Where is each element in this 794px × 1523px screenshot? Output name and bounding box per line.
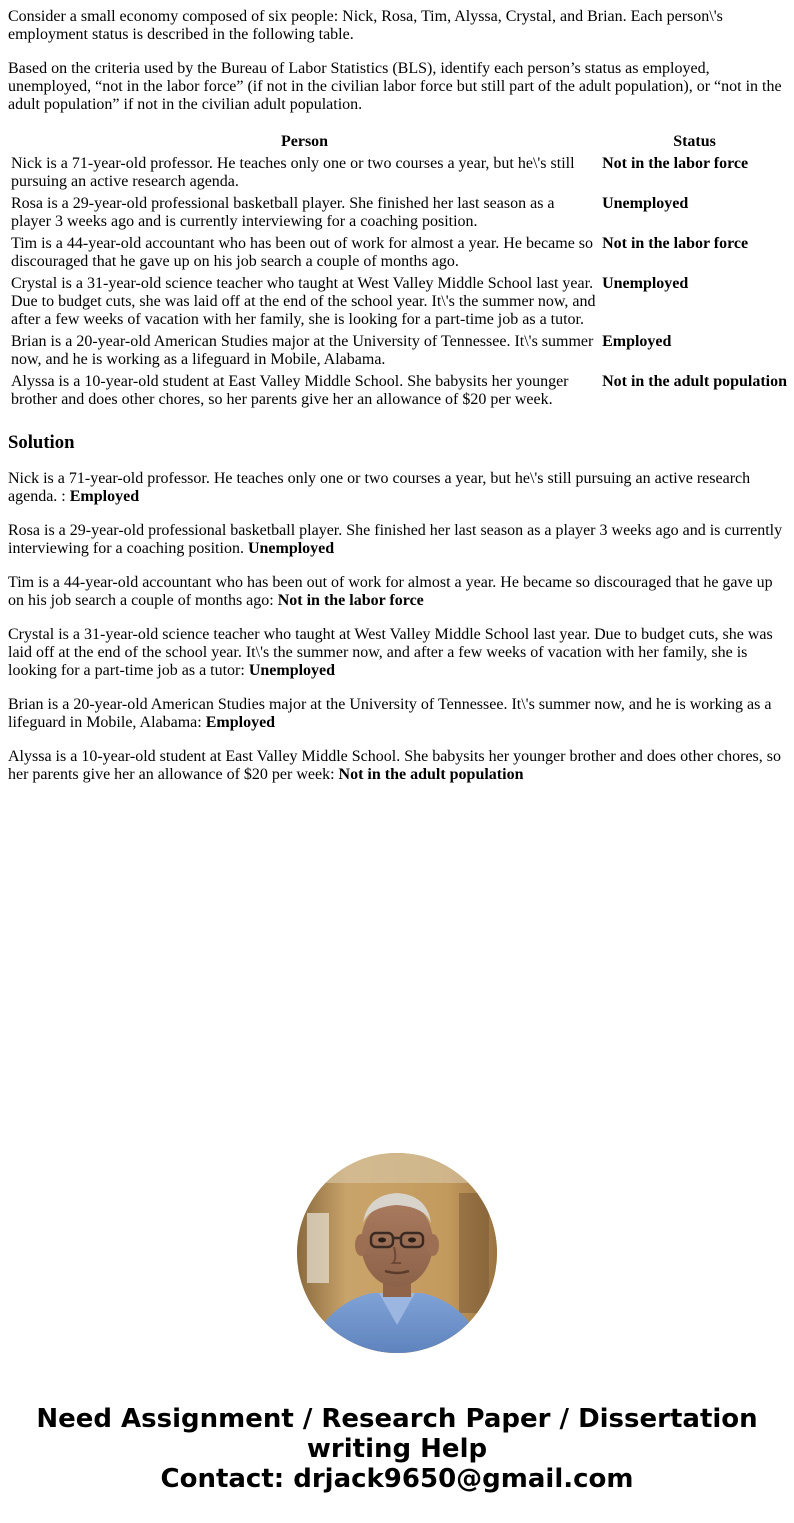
person-photo-icon bbox=[297, 1153, 497, 1353]
solution-text: Nick is a 71-year-old professor. He teaches only one or two courses a year, but he\'s still pursuing an active research agenda. : bbox=[8, 470, 751, 505]
solution-item bbox=[8, 696, 786, 732]
solution-answer: Employed bbox=[69, 488, 140, 505]
table-row bbox=[10, 332, 788, 370]
header-status: Status bbox=[673, 133, 716, 150]
solution-text: Rosa is a 29-year-old professional basketball player. She finished her last season as a player 3 weeks ago and is currently interviewing for a coaching position. bbox=[8, 522, 783, 557]
status-cell: Not in the adult population bbox=[602, 373, 787, 390]
banner-line-3: Contact: drjack9650@gmail.com bbox=[160, 1464, 634, 1494]
solution-answer: Employed bbox=[205, 714, 276, 731]
solution-answer: Not in the labor force bbox=[277, 592, 424, 609]
solution-item bbox=[8, 626, 786, 680]
status-cell: Employed bbox=[602, 333, 672, 350]
banner-line-1: Need Assignment / Research Paper / Dissertation bbox=[36, 1404, 758, 1434]
solution-item bbox=[8, 522, 786, 558]
solution-answer: Unemployed bbox=[247, 540, 335, 557]
person-cell: Nick is a 71-year-old professor. He teaches only one or two courses a year, but he\'s still pursuing an active research agenda. bbox=[11, 155, 575, 190]
status-cell: Not in the labor force bbox=[602, 235, 749, 252]
solution-answer: Unemployed bbox=[248, 662, 336, 679]
solution-text: Alyssa is a 10-year-old student at East Valley Middle School. She babysits her younger brother and does other chores, so her parents give her an allowance of $20 per week: bbox=[8, 748, 781, 783]
header-person: Person bbox=[280, 133, 329, 150]
person-cell: Crystal is a 31-year-old science teacher who taught at West Valley Middle School last year. Due to budget cuts, she was laid off at the end of the school year. It\'s the summer now, and after a few weeks of vacation with her family, she is looking for a part-time job as a tutor. bbox=[11, 275, 596, 328]
contact-banner bbox=[0, 1404, 794, 1494]
solution-text: Brian is a 20-year-old American Studies major at the University of Tennessee. It\'s summer now, and he is working as a lifeguard in Mobile, Alabama: bbox=[8, 696, 772, 731]
table-row bbox=[10, 194, 788, 232]
solution-item bbox=[8, 748, 786, 784]
page-content bbox=[8, 8, 786, 800]
person-cell: Alyssa is a 10-year-old student at East Valley Middle School. She babysits her younger brother and does other chores, so her parents give her an allowance of $20 per week. bbox=[11, 373, 569, 408]
person-cell: Brian is a 20-year-old American Studies major at the University of Tennessee. It\'s summer now, and he is working as a lifeguard in Mobile, Alabama. bbox=[11, 333, 594, 368]
status-cell: Not in the labor force bbox=[602, 155, 749, 172]
banner-line-2: writing Help bbox=[306, 1434, 488, 1464]
author-avatar bbox=[297, 1153, 497, 1353]
table-row bbox=[10, 372, 788, 410]
solution-item bbox=[8, 574, 786, 610]
table-row bbox=[10, 234, 788, 272]
status-table bbox=[8, 130, 790, 412]
solution-text: Crystal is a 31-year-old science teacher who taught at West Valley Middle School last year. Due to budget cuts, she was laid off at the end of the school year. It\'s the summer now, and after a few weeks of vacation with her family, she is looking for a part-time job as a tutor: bbox=[8, 626, 773, 679]
table-row bbox=[10, 274, 788, 330]
intro-paragraph-1: Consider a small economy composed of six people: Nick, Rosa, Tim, Alyssa, Crystal, and Brian. Each person\'s employment status is described in the following table. bbox=[8, 8, 723, 43]
table-header-row bbox=[10, 132, 788, 152]
status-cell: Unemployed bbox=[602, 275, 689, 292]
status-cell: Unemployed bbox=[602, 195, 689, 212]
person-cell: Rosa is a 29-year-old professional basketball player. She finished her last season as a player 3 weeks ago and is currently interviewing for a coaching position. bbox=[11, 195, 555, 230]
person-cell: Tim is a 44-year-old accountant who has been out of work for almost a year. He became so discouraged that he gave up on his job search a couple of months ago. bbox=[11, 235, 594, 270]
solution-answer: Not in the adult population bbox=[338, 766, 524, 783]
solution-item bbox=[8, 470, 786, 506]
solution-text: Tim is a 44-year-old accountant who has been out of work for almost a year. He became so discouraged that he gave up on his job search a couple of months ago: bbox=[8, 574, 773, 609]
table-row bbox=[10, 154, 788, 192]
intro-paragraph-2: Based on the criteria used by the Bureau of Labor Statistics (BLS), identify each person’s status as employed, unemployed, “not in the labor force” (if not in the civilian labor force but still part of the adult population), or “not in the adult population” if not in the civilian adult population. bbox=[8, 60, 782, 113]
solution-heading: Solution bbox=[8, 432, 75, 453]
